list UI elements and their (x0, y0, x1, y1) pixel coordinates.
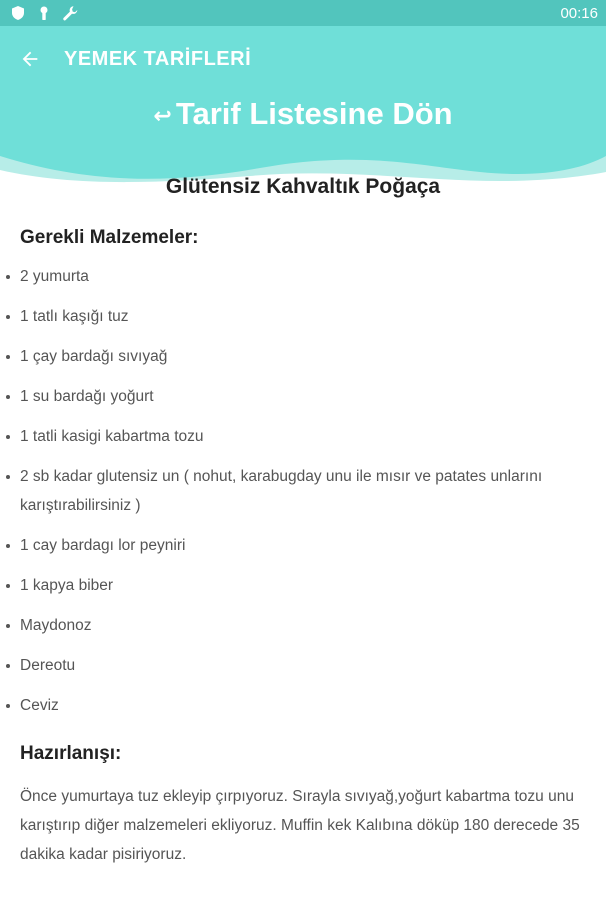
ingredient-item: 1 cay bardagı lor peyniri (0, 531, 590, 560)
ingredients-heading: Gerekli Malzemeler: (20, 227, 199, 248)
preparation-heading: Hazırlanışı: (20, 743, 122, 764)
ingredient-item: 1 tatlı kaşığı tuz (0, 302, 590, 331)
status-bar (0, 0, 606, 26)
header (0, 26, 606, 186)
return-to-list-button[interactable] (0, 96, 606, 132)
ingredient-item: 2 yumurta (0, 262, 590, 291)
ingredient-item: 1 kapya biber (0, 571, 590, 600)
keyhole-icon (36, 5, 52, 21)
shield-icon (10, 5, 26, 21)
wrench-icon (62, 5, 78, 21)
ingredient-item: Ceviz (0, 691, 590, 720)
preparation-text: Önce yumurtaya tuz ekleyip çırpıyoruz. Sırayla sıvıyağ,yoğurt kabartma tozu unu karıştırıp diğer malzemeleri ekliyoruz. Muffin kek Kalıbına döküp 180 derecede 35 dakika kadar pisiriyoruz. (20, 788, 580, 863)
app-title: YEMEK TARİFLERİ (64, 47, 252, 70)
ingredient-item: 1 tatli kasigi kabartma tozu (0, 422, 590, 451)
ingredients-list (0, 262, 590, 731)
status-time: 00:16 (560, 4, 598, 22)
ingredient-item: 1 su bardağı yoğurt (0, 382, 590, 411)
back-arrow-icon[interactable] (18, 47, 42, 71)
recipe-title: Glütensiz Kahvaltık Poğaça (165, 175, 441, 198)
status-icons (10, 5, 78, 21)
ingredient-item: 1 çay bardağı sıvıyağ (0, 342, 590, 371)
ingredient-item: Maydonoz (0, 611, 590, 640)
return-label: Tarif Listesine Dön (175, 96, 453, 131)
ingredient-item: 2 sb kadar glutensiz un ( nohut, karabugday unu ile mısır ve patates unlarını karıştırabilirsiniz ) (0, 462, 590, 520)
ingredient-item: Dereotu (0, 651, 590, 680)
app-bar (0, 26, 606, 92)
return-icon: ↩ (153, 102, 172, 128)
